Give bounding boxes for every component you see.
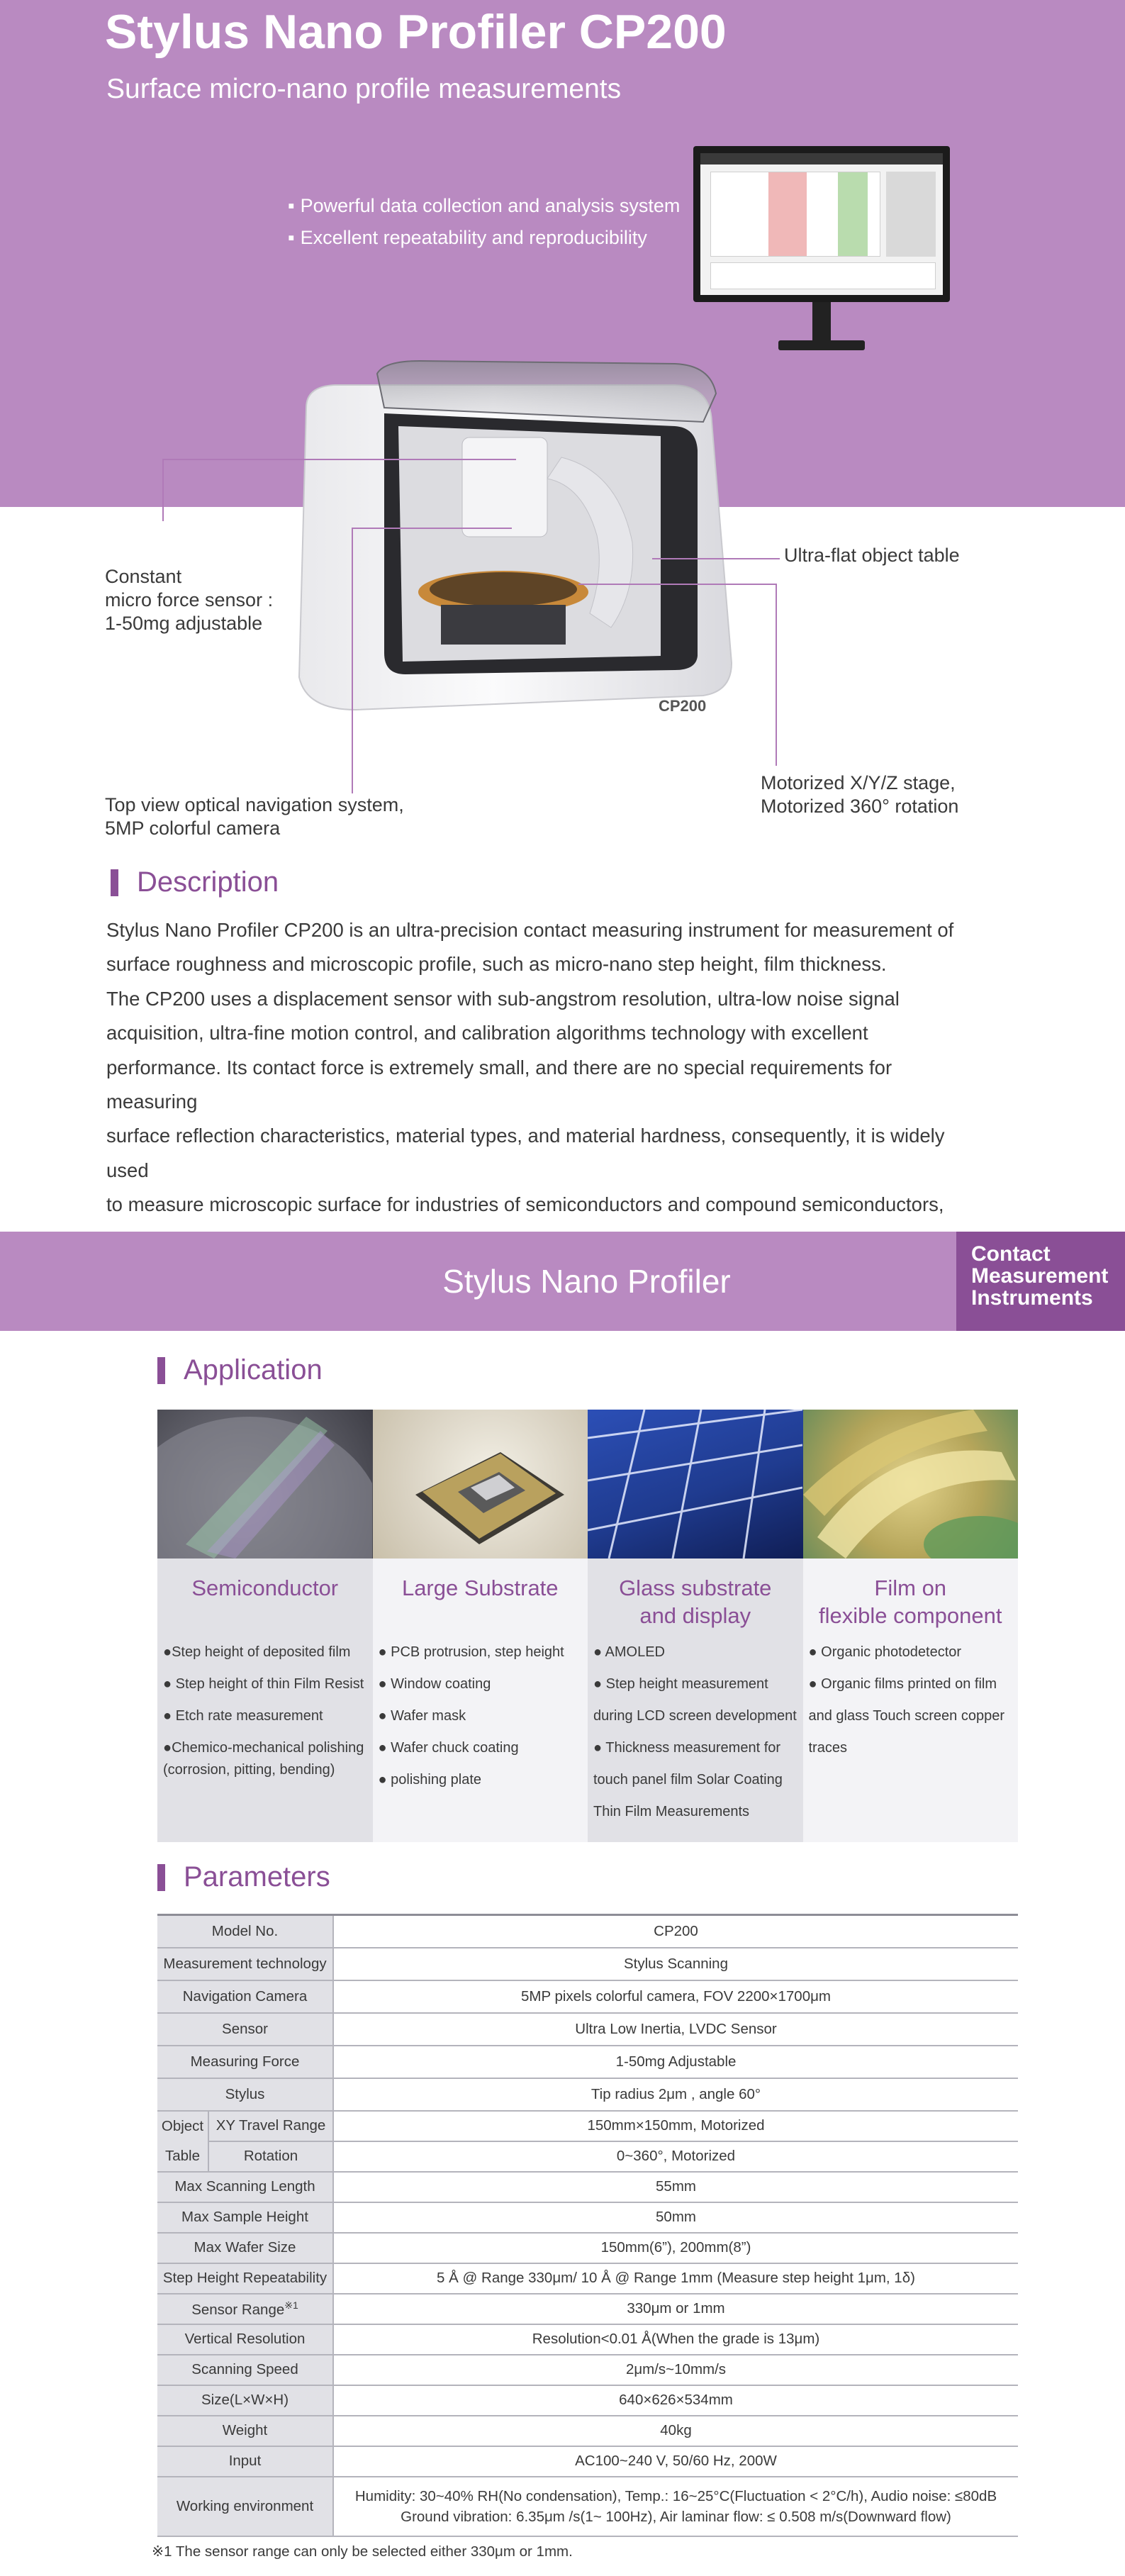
callout-force-sensor bbox=[105, 565, 273, 635]
param-value: 0~360°, Motorized bbox=[333, 2141, 1018, 2172]
category-tag-line: Contact bbox=[971, 1242, 1051, 1266]
param-value: 2μm/s~10mm/s bbox=[333, 2355, 1018, 2385]
list-item: ● Step height of thin Film Resist bbox=[163, 1676, 364, 1692]
table-row bbox=[157, 1915, 1018, 1948]
section-banner bbox=[0, 1232, 956, 1331]
callout-text: micro force sensor : bbox=[105, 589, 274, 610]
callout-text: Motorized 360° rotation bbox=[761, 796, 959, 817]
list-item: ● Window coating bbox=[378, 1676, 491, 1692]
param-key: Max Sample Height bbox=[157, 2202, 333, 2233]
param-value-line: Humidity: 30~40% RH(No condensation), Temp.: 16~25°C(Fluctuation < 2°C/h), Audio noise: ≤80dB bbox=[354, 2487, 997, 2504]
callout-text: Constant bbox=[105, 566, 182, 587]
param-value: 640×626×534mm bbox=[333, 2385, 1018, 2416]
list-item: ● Wafer mask bbox=[378, 1708, 466, 1724]
description-line: surface roughness and microscopic profile, such as micro-nano step height, film thickness. bbox=[106, 953, 887, 976]
callout-text: 5MP colorful camera bbox=[105, 818, 281, 839]
param-value: 150mm×150mm, Motorized bbox=[333, 2111, 1018, 2141]
application-list bbox=[588, 1627, 803, 1828]
callout-line bbox=[776, 584, 777, 766]
list-item: ●Step height of deposited film bbox=[163, 1644, 351, 1660]
list-item: ● polishing plate bbox=[378, 1772, 482, 1788]
table-row bbox=[157, 2111, 1018, 2141]
param-key: Sensor bbox=[157, 2013, 333, 2046]
table-row bbox=[157, 2141, 1018, 2172]
application-grid bbox=[157, 1410, 1018, 1842]
table-row bbox=[157, 2416, 1018, 2446]
solar-panel-image bbox=[588, 1410, 803, 1559]
heading-marker bbox=[157, 1864, 165, 1891]
product-subtitle: Surface micro-nano profile measurements bbox=[106, 74, 622, 104]
param-value: Tip radius 2μm , angle 60° bbox=[333, 2078, 1018, 2111]
description-line: performance. Its contact force is extremely small, and there are no special requirements for measuring bbox=[106, 1056, 892, 1113]
table-row bbox=[157, 2263, 1018, 2294]
parameters-heading bbox=[157, 1861, 330, 1893]
list-item: (corrosion, pitting, bending) bbox=[163, 1762, 335, 1778]
callout-text: 1-50mg adjustable bbox=[105, 613, 263, 634]
parameters-table bbox=[157, 1914, 1018, 2537]
param-sub-key: Rotation bbox=[208, 2141, 333, 2172]
heading-marker bbox=[111, 869, 118, 896]
banner-title: Stylus Nano Profiler bbox=[442, 1263, 731, 1300]
param-value: 150mm(6”), 200mm(8”) bbox=[333, 2233, 1018, 2263]
param-value: Resolution<0.01 Å(When the grade is 13μm) bbox=[333, 2324, 1018, 2355]
table-row bbox=[157, 2013, 1018, 2046]
callout-line bbox=[578, 584, 777, 585]
list-item: ● Organic photodetector bbox=[808, 1644, 962, 1660]
param-key: Stylus bbox=[157, 2078, 333, 2111]
param-value: 40kg bbox=[333, 2416, 1018, 2446]
table-row bbox=[157, 2446, 1018, 2477]
table-row bbox=[157, 2078, 1018, 2111]
param-key: Scanning Speed bbox=[157, 2355, 333, 2385]
param-key: Step Height Repeatability bbox=[157, 2263, 333, 2294]
param-key: Working environment bbox=[157, 2477, 333, 2536]
description-line: The CP200 uses a displacement sensor with sub-angstrom resolution, ultra-low noise signal bbox=[106, 987, 900, 1010]
footnote: ※1 The sensor range can only be selected either 330μm or 1mm. bbox=[152, 2543, 573, 2560]
description-heading bbox=[111, 866, 279, 898]
application-card-large-substrate bbox=[373, 1410, 588, 1842]
application-title bbox=[373, 1559, 588, 1627]
feature-bullets bbox=[288, 190, 680, 254]
param-sub-key: XY Travel Range bbox=[208, 2111, 333, 2141]
callout-line bbox=[652, 558, 780, 559]
table-row bbox=[157, 1980, 1018, 2013]
machine-model-label: CP200 bbox=[659, 697, 707, 715]
list-item: ● PCB protrusion, step height bbox=[378, 1644, 564, 1660]
list-item: touch panel film Solar Coating bbox=[593, 1772, 783, 1788]
param-value-line: Ground vibration: 6.35μm /s(1~ 100Hz), Air laminar flow: ≤ 0.508 m/s(Downward flow) bbox=[401, 2508, 951, 2525]
param-key: Navigation Camera bbox=[157, 1980, 333, 2013]
application-title-line: flexible component bbox=[819, 1603, 1002, 1628]
application-card-semiconductor bbox=[157, 1410, 373, 1842]
footnote-marker: ※1 bbox=[284, 2299, 298, 2311]
table-row bbox=[157, 2355, 1018, 2385]
param-value: 330μm or 1mm bbox=[333, 2294, 1018, 2324]
wafer-image bbox=[157, 1410, 373, 1559]
description-line: surface reflection characteristics, material types, and material hardness, consequently, it is widely used bbox=[106, 1125, 945, 1181]
table-row bbox=[157, 2385, 1018, 2416]
list-item: ● Wafer chuck coating bbox=[378, 1740, 519, 1756]
param-key-line: Object bbox=[161, 2117, 204, 2134]
callout-camera bbox=[105, 793, 404, 840]
list-item: ● Thickness measurement for bbox=[593, 1740, 781, 1756]
table-row bbox=[157, 2046, 1018, 2078]
list-item: and glass Touch screen copper bbox=[808, 1708, 1004, 1724]
table-row bbox=[157, 2294, 1018, 2324]
param-key: Max Scanning Length bbox=[157, 2172, 333, 2202]
param-key: Max Wafer Size bbox=[157, 2233, 333, 2263]
list-item: during LCD screen development bbox=[593, 1708, 797, 1724]
application-card-flexible-film bbox=[803, 1410, 1019, 1842]
application-list bbox=[157, 1627, 373, 1780]
param-value: CP200 bbox=[333, 1915, 1018, 1948]
param-key: Vertical Resolution bbox=[157, 2324, 333, 2355]
callout-line bbox=[162, 459, 164, 521]
application-list bbox=[373, 1627, 588, 1796]
application-title-line: Film on bbox=[874, 1576, 947, 1600]
param-key bbox=[157, 2294, 333, 2324]
callout-text: Top view optical navigation system, bbox=[105, 794, 404, 815]
heading-label: Parameters bbox=[184, 1861, 330, 1892]
category-tag-line: Instruments bbox=[971, 1286, 1093, 1310]
application-card-glass-substrate bbox=[588, 1410, 803, 1842]
param-value: 50mm bbox=[333, 2202, 1018, 2233]
table-row bbox=[157, 2202, 1018, 2233]
application-title-line: Glass substrate bbox=[619, 1576, 772, 1600]
table-row bbox=[157, 2324, 1018, 2355]
application-title bbox=[588, 1559, 803, 1627]
callout-stage bbox=[761, 771, 958, 818]
category-tag bbox=[956, 1232, 1125, 1331]
table-row bbox=[157, 2172, 1018, 2202]
machine-image bbox=[278, 358, 753, 769]
param-value: Stylus Scanning bbox=[333, 1948, 1018, 1980]
heading-label: Description bbox=[137, 866, 279, 898]
param-key: Model No. bbox=[157, 1915, 333, 1948]
param-value: 55mm bbox=[333, 2172, 1018, 2202]
application-title-line: Semiconductor bbox=[191, 1576, 339, 1600]
callout-line bbox=[352, 528, 353, 793]
description-line: Stylus Nano Profiler CP200 is an ultra-precision contact measuring instrument for measurement of bbox=[106, 919, 954, 941]
description-line: to measure microscopic surface for industries of semiconductors and compound semiconductors, bbox=[106, 1193, 944, 1216]
list-item: ● Step height measurement bbox=[593, 1676, 768, 1692]
application-title-line: Large Substrate bbox=[401, 1576, 559, 1600]
table-row bbox=[157, 2477, 1018, 2536]
param-key: Weight bbox=[157, 2416, 333, 2446]
param-key: Measurement technology bbox=[157, 1948, 333, 1980]
feature-bullet: ▪ Excellent repeatability and reproducibility bbox=[288, 222, 680, 254]
param-value: Ultra Low Inertia, LVDC Sensor bbox=[333, 2013, 1018, 2046]
list-item: Thin Film Measurements bbox=[593, 1804, 750, 1819]
list-item: traces bbox=[808, 1740, 847, 1756]
table-row bbox=[157, 1948, 1018, 1980]
heading-marker bbox=[157, 1357, 165, 1384]
product-title: Stylus Nano Profiler CP200 bbox=[105, 5, 727, 59]
description-line: acquisition, ultra-fine motion control, and calibration algorithms technology with excellent bbox=[106, 1022, 868, 1044]
param-value: 5 Å @ Range 330μm/ 10 Å @ Range 1mm (Measure step height 1μm, 1δ) bbox=[333, 2263, 1018, 2294]
feature-bullet: ▪ Powerful data collection and analysis system bbox=[288, 190, 680, 222]
param-key: Input bbox=[157, 2446, 333, 2477]
table-row bbox=[157, 2233, 1018, 2263]
cpu-chip-image bbox=[373, 1410, 588, 1559]
application-title-line: and display bbox=[639, 1603, 751, 1628]
application-list bbox=[803, 1627, 1019, 1764]
list-item: ●Chemico-mechanical polishing bbox=[163, 1740, 364, 1756]
application-title bbox=[803, 1559, 1019, 1627]
param-key: Measuring Force bbox=[157, 2046, 333, 2078]
callout-line bbox=[162, 459, 516, 460]
list-item: ● AMOLED bbox=[593, 1644, 665, 1660]
list-item: ● Etch rate measurement bbox=[163, 1708, 323, 1724]
list-item: ● Organic films printed on film bbox=[808, 1676, 997, 1692]
callout-line bbox=[352, 528, 512, 529]
param-key-group bbox=[157, 2111, 208, 2172]
category-tag-line: Measurement bbox=[971, 1264, 1109, 1288]
callout-object-table: Ultra-flat object table bbox=[784, 545, 960, 566]
param-value: AC100~240 V, 50/60 Hz, 200W bbox=[333, 2446, 1018, 2477]
param-value: 1-50mg Adjustable bbox=[333, 2046, 1018, 2078]
application-title bbox=[157, 1559, 373, 1627]
callout-text: Motorized X/Y/Z stage, bbox=[761, 772, 956, 793]
monitor-image bbox=[693, 146, 950, 356]
param-key-line: Table bbox=[164, 2147, 200, 2164]
heading-label: Application bbox=[184, 1354, 323, 1385]
application-heading bbox=[157, 1354, 323, 1386]
param-key: Size(L×W×H) bbox=[157, 2385, 333, 2416]
param-key-text: Sensor Range bbox=[191, 2301, 285, 2318]
param-value bbox=[333, 2477, 1018, 2536]
param-value: 5MP pixels colorful camera, FOV 2200×1700μm bbox=[333, 1980, 1018, 2013]
flexible-film-image bbox=[803, 1410, 1019, 1559]
